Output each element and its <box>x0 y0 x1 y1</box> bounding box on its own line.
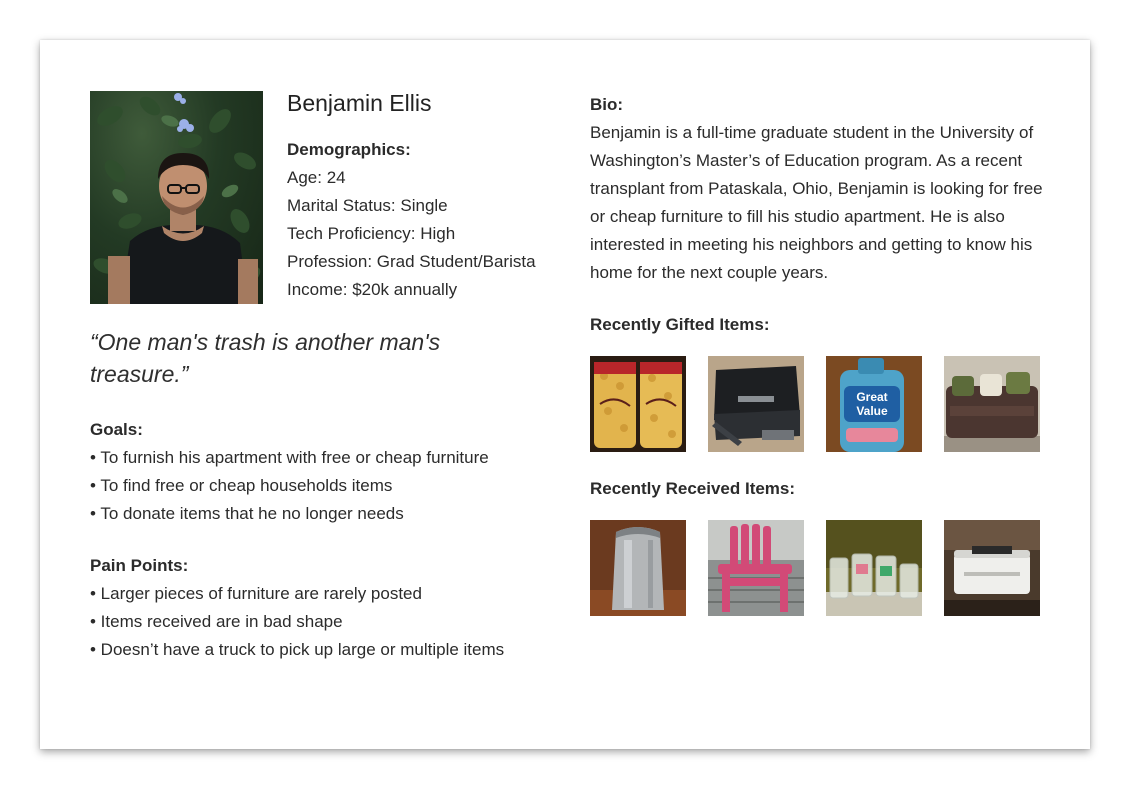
great-value-detergent-photo <box>826 356 922 452</box>
demographics-marital-status: Marital Status: Single <box>287 196 448 215</box>
pink-adirondack-chair-photo <box>708 520 804 616</box>
detergent-label-value: Value <box>856 404 888 418</box>
demographics-profession: Profession: Grad Student/Barista <box>287 252 536 271</box>
persona-quote: “One man's trash is another man's treasure.” <box>90 329 441 387</box>
goals-heading: Goals: <box>90 420 143 439</box>
persona-name: Benjamin Ellis <box>287 90 432 116</box>
bio-section <box>590 91 1050 287</box>
detergent-label-great: Great <box>856 390 888 404</box>
couch-photo <box>944 356 1040 452</box>
pain-point-item: • Items received are in bad shape <box>90 612 343 631</box>
pain-points-section <box>90 552 520 664</box>
printer-photo <box>944 520 1040 616</box>
recently-gifted-heading: Recently Gifted Items: <box>590 315 770 334</box>
demographics-section <box>287 136 536 304</box>
demographics-tech-proficiency: Tech Proficiency: High <box>287 224 456 243</box>
goal-item: • To find free or cheap households items <box>90 476 393 495</box>
goals-section <box>90 416 489 528</box>
demographics-income: Income: $20k annually <box>287 280 458 299</box>
pain-points-heading: Pain Points: <box>90 556 189 575</box>
pain-point-item: • Larger pieces of furniture are rarely posted <box>90 584 422 603</box>
trash-can-photo <box>590 520 686 616</box>
pasta-packages-photo <box>590 356 686 452</box>
goal-item: • To furnish his apartment with free or cheap furniture <box>90 448 489 467</box>
glass-jars-photo <box>826 520 922 616</box>
profile-photo <box>90 91 263 304</box>
demographics-age: Age: 24 <box>287 168 346 187</box>
bio-text: Benjamin is a full-time graduate student in the University of Washington’s Master’s of Education program. As a recent transplant from Pataskala, Ohio, Benjamin is looking for free or cheap furniture to fill his studio apartment. He is also interested in meeting his neighbors and getting to know his home for the next couple years. <box>590 123 1043 282</box>
messenger-bag-photo <box>708 356 804 452</box>
goal-item: • To donate items that he no longer needs <box>90 504 404 523</box>
bio-heading: Bio: <box>590 95 624 114</box>
recently-received-heading: Recently Received Items: <box>590 479 796 498</box>
demographics-heading: Demographics: <box>287 140 411 159</box>
persona-card <box>40 40 1090 749</box>
pain-point-item: • Doesn’t have a truck to pick up large or multiple items <box>90 640 505 659</box>
